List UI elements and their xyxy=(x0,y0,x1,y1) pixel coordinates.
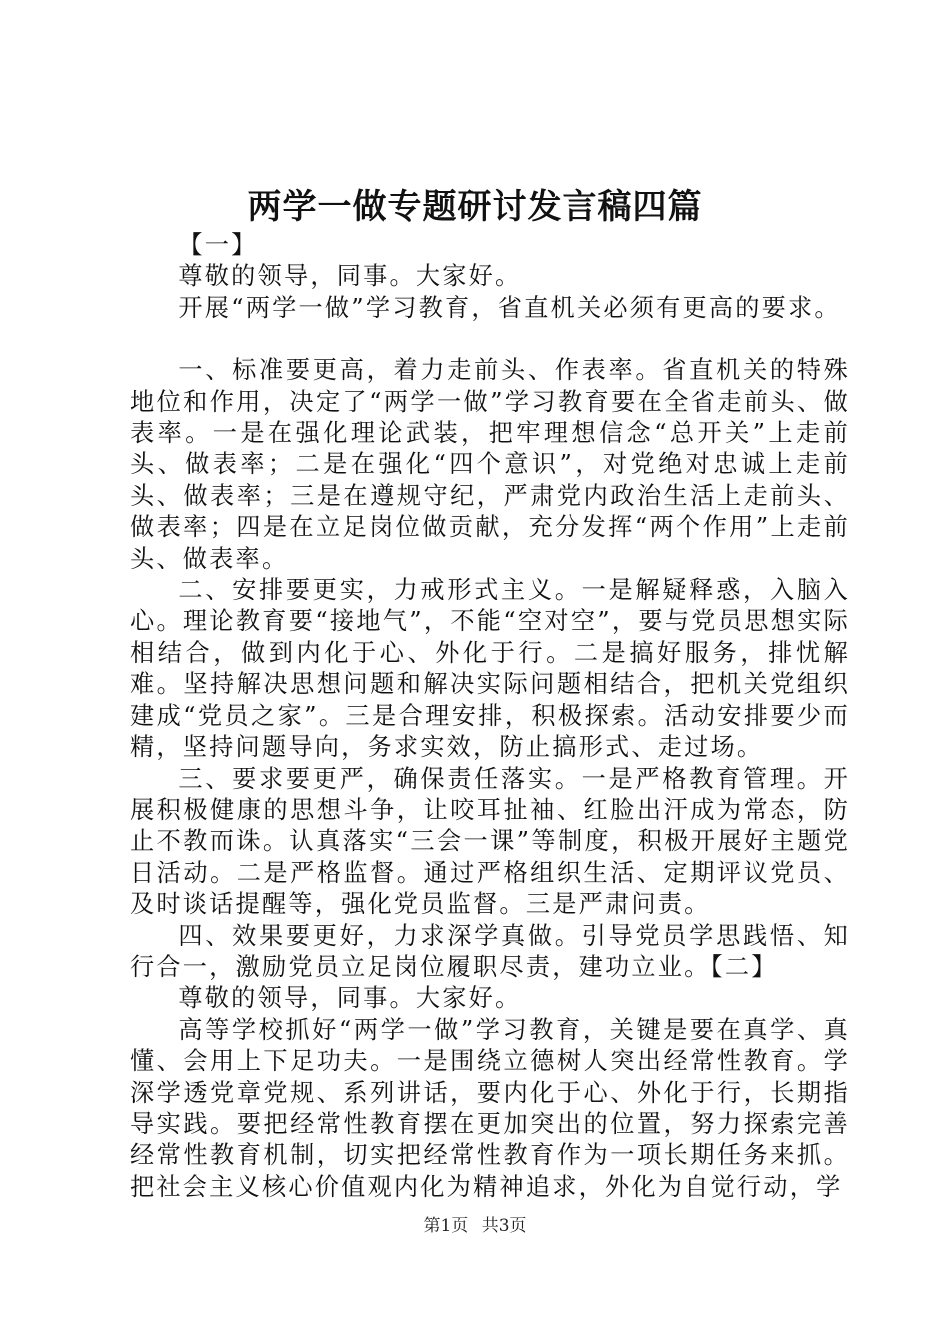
greeting-paragraph: 尊敬的领导，同事。大家好。 xyxy=(178,262,522,291)
page-number-current: 第1页 xyxy=(423,1216,469,1236)
body-paragraph: 高等学校抓好“两学一做”学习教育，关键是要在真学、真懂、会用上下足功夫。一是围绕立德树人突出经常性教育。学深学透党章党规、系列讲话，要内化于心、外化于行，长期指导实践。要把经常性教育摆在更加突出的位置，努力探索完善经常性教育机制，切实把经常性教育作为一项长期任务来抓。把社会主义核心价值观内化为精神追求，外化为自觉行动，学 xyxy=(130,1015,850,1201)
body-paragraph: 三、要求要更严，确保责任落实。一是严格教育管理。开展积极健康的思想斗争，让咬耳扯袖、红脸出汗成为常态，防止不教而诛。认真落实“三会一课”等制度，积极开展好主题党日活动。二是严格监督。通过严格组织生活、定期评议党员、及时谈话提醒等，强化党员监督。三是严肃问责。 xyxy=(130,764,850,919)
paragraph-gap xyxy=(130,324,850,355)
section-heading-1: 【一】 xyxy=(178,231,258,259)
page-number-total: 共3页 xyxy=(481,1216,527,1236)
body-paragraph: 四、效果要更好，力求深学真做。引导党员学思践悟、知行合一，激励党员立足岗位履职尽责，建功立业。【二】 xyxy=(130,921,850,981)
greeting-paragraph: 尊敬的领导，同事。大家好。 xyxy=(178,984,522,1013)
document-title: 两学一做专题研讨发言稿四篇 xyxy=(247,187,703,227)
page-footer xyxy=(0,1214,950,1238)
body-paragraph: 二、安排要更实，力戒形式主义。一是解疑释惑，入脑入心。理论教育要“接地气”，不能“空对空”，要与党员思想实际相结合，做到内化于心、外化于行。二是搞好服务，排忧解难。坚持解决思想问题和解决实际问题相结合，把机关党组织建成“党员之家”。三是合理安排，积极探索。活动安排要少而精，坚持问题导向，务求实效，防止搞形式、走过场。 xyxy=(130,576,850,762)
intro-paragraph: 开展“两学一做”学习教育，省直机关必须有更高的要求。 xyxy=(178,293,841,322)
body-paragraph: 一、标准要更高，着力走前头、作表率。省直机关的特殊地位和作用，决定了“两学一做”学习教育要在全省走前头、做表率。一是在强化理论武装，把牢理想信念“总开关”上走前头、做表率；二是在强化“四个意识”，对党绝对忠诚上走前头、做表率；三是在遵规守纪，严肃党内政治生活上走前头、做表率；四是在立足岗位做贡献，充分发挥“两个作用”上走前头、做表率。 xyxy=(130,356,850,573)
document-body xyxy=(130,230,850,1203)
